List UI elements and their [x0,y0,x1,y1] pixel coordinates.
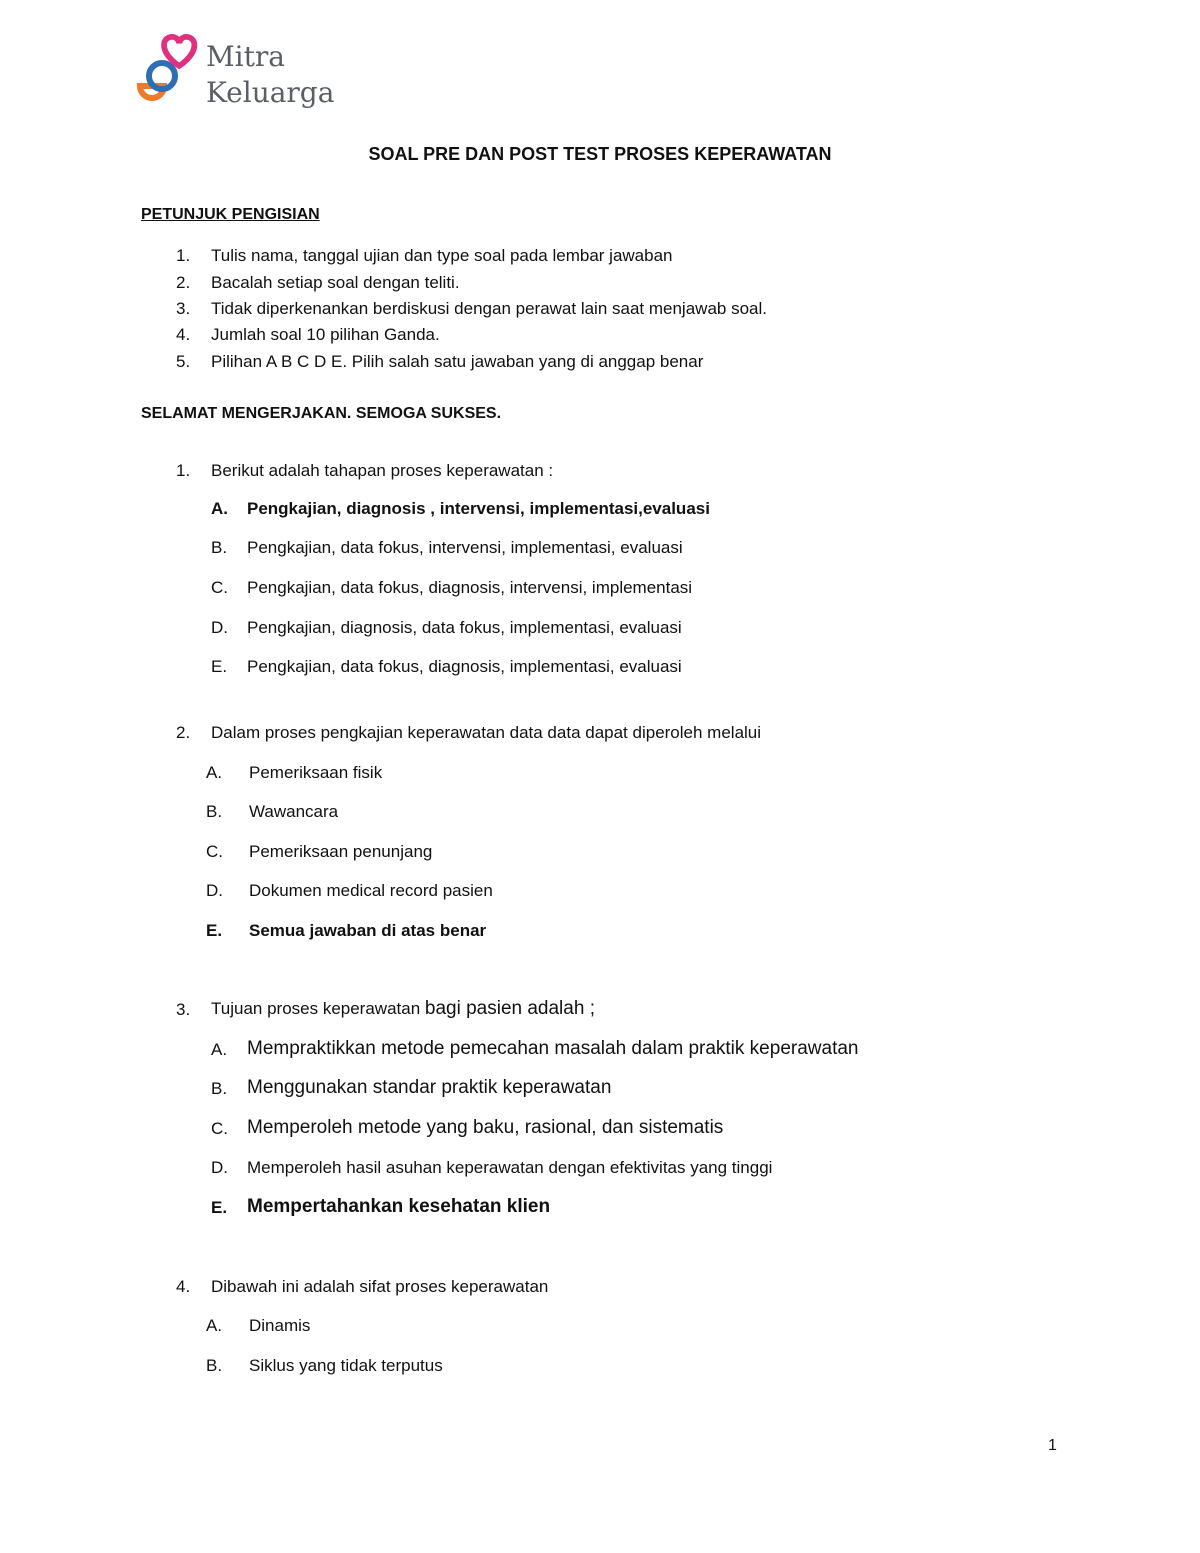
option-text: Dinamis [249,1316,311,1335]
instruction-num: 1. [176,246,191,265]
instruction-num: 2. [176,273,191,292]
instruction-text: Tidak diperkenankan berdiskusi dengan perawat lain saat menjawab soal. [211,299,767,318]
option-text: Siklus yang tidak terputus [249,1356,443,1375]
option-letter: E. [211,657,228,676]
option-letter: E. [206,921,223,940]
option-letter: B. [211,538,228,557]
question-number: 2. [176,723,191,742]
logo-line-1: Mitra [206,40,285,73]
option-text: Pengkajian, data fokus, diagnosis, implementasi, evaluasi [247,657,682,676]
option-letter: B. [211,1079,228,1098]
option-letter: A. [211,499,228,518]
logo-mark-icon [132,28,204,112]
question-text [211,998,595,1020]
option-text: Pengkajian, data fokus, diagnosis, intervensi, implementasi [247,578,693,597]
page-title: SOAL PRE DAN POST TEST PROSES KEPERAWATAN [368,144,832,164]
option-text: Menggunakan standar praktik keperawatan [247,1077,612,1098]
option-letter: D. [211,618,228,637]
option-text: Pengkajian, diagnosis , intervensi, implementasi,evaluasi [247,499,710,518]
question-text-part-1: Tujuan proses keperawatan [211,999,425,1018]
option-text: Mempraktikkan metode pemecahan masalah dalam praktik keperawatan [247,1038,859,1059]
instruction-text: Pilihan A B C D E. Pilih salah satu jawaban yang di anggap benar [211,352,704,371]
option-text: Pengkajian, diagnosis, data fokus, implementasi, evaluasi [247,618,682,637]
option-text: Pemeriksaan fisik [249,763,383,782]
greeting: SELAMAT MENGERJAKAN. SEMOGA SUKSES. [141,405,502,422]
option-letter: B. [206,1356,223,1375]
option-letter: C. [211,1119,228,1138]
question-text: Dibawah ini adalah sifat proses keperawatan [211,1277,549,1296]
option-letter: D. [211,1158,228,1177]
option-text: Pemeriksaan penunjang [249,842,433,861]
question-text-part-2: bagi pasien adalah ; [424,998,595,1019]
question-text: Dalam proses pengkajian keperawatan data data dapat diperoleh melalui [211,723,762,742]
option-text: Wawancara [249,802,339,821]
option-text: Mempertahankan kesehatan klien [247,1196,551,1217]
mitra-keluarga-logo [132,28,335,120]
option-letter: A. [206,763,223,782]
page-number: 1 [1048,1437,1057,1454]
instruction-text: Jumlah soal 10 pilihan Ganda. [211,325,440,344]
option-letter: C. [206,842,223,861]
option-letter: A. [211,1040,228,1059]
question-number: 3. [176,1000,191,1019]
instructions-heading: PETUNJUK PENGISIAN [141,206,320,223]
option-text: Semua jawaban di atas benar [249,921,487,940]
option-text: Memperoleh hasil asuhan keperawatan dengan efektivitas yang tinggi [247,1158,773,1177]
option-letter: D. [206,881,223,900]
option-letter: A. [206,1316,223,1335]
instruction-text: Bacalah setiap soal dengan teliti. [211,273,460,292]
question-text: Berikut adalah tahapan proses keperawatan : [211,461,554,480]
instruction-num: 5. [176,352,191,371]
question-number: 4. [176,1277,191,1296]
option-letter: E. [211,1198,228,1217]
option-text: Memperoleh metode yang baku, rasional, dan sistematis [247,1117,724,1138]
instruction-text: Tulis nama, tanggal ujian dan type soal pada lembar jawaban [211,246,673,265]
option-letter: C. [211,578,228,597]
option-text: Pengkajian, data fokus, intervensi, implementasi, evaluasi [247,538,683,557]
logo-line-2: Keluarga [206,76,335,109]
option-letter: B. [206,802,223,821]
question-number: 1. [176,461,191,480]
option-text: Dokumen medical record pasien [249,881,493,900]
instruction-num: 4. [176,325,191,344]
instruction-num: 3. [176,299,191,318]
